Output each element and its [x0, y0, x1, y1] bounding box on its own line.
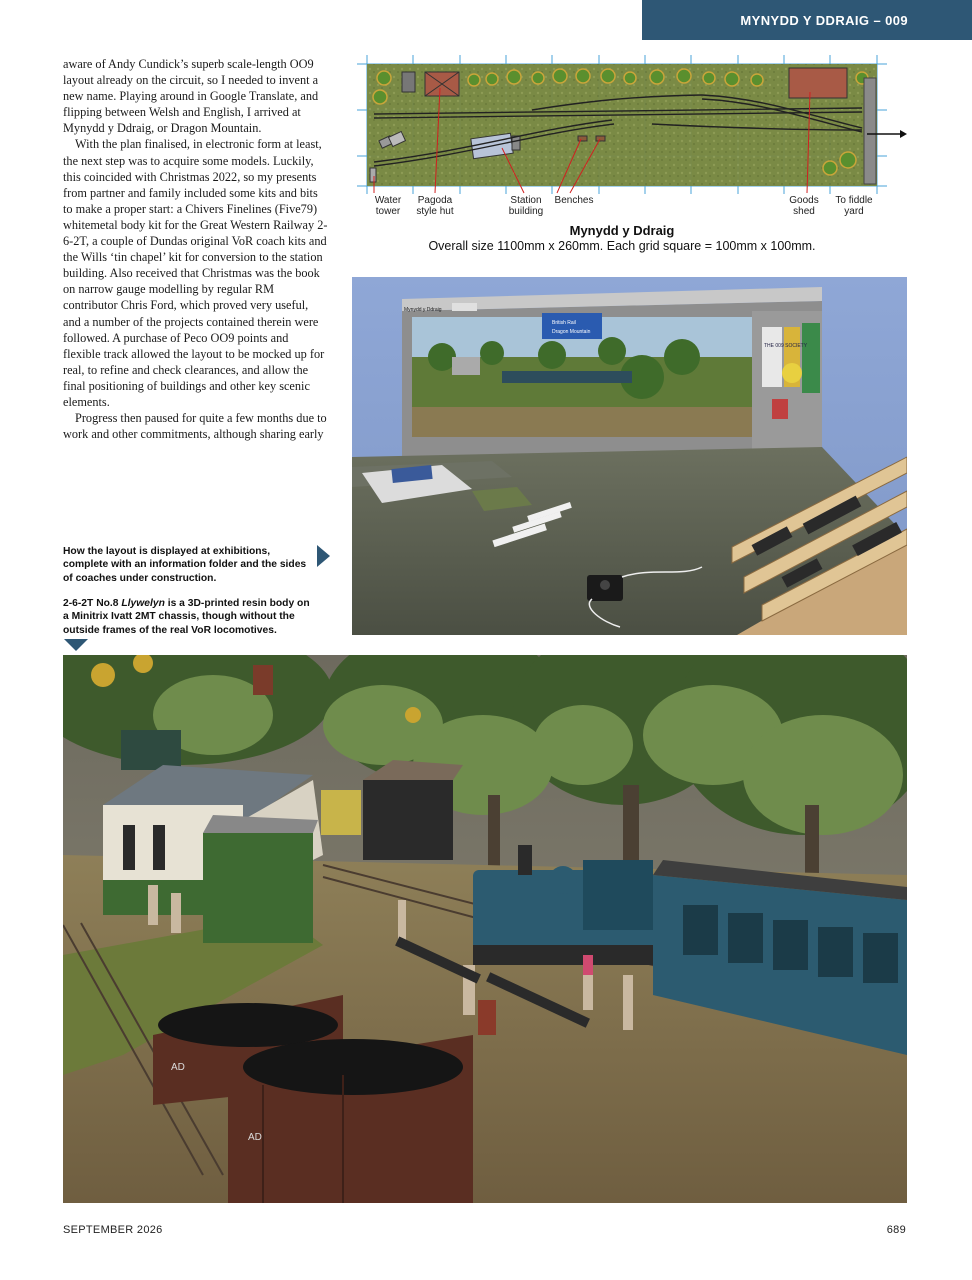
- label-water-tower: Water tower: [374, 195, 402, 217]
- society-sign: THE 009 SOCIETY: [764, 343, 808, 349]
- body-paragraph: With the plan finalised, in electronic form at least, the next step was to acquire some models. Luckily, this coincided with Christmas 2022, so my presents from partner and family included some kits and bits to make a proper start: a Chivers Finelines (Five79) whitemetal body kit for the Great Western Railway 2-6-2T, a couple of Dundas original VoR coach kits and the Wills ‘tin chapel’ kit for conversion to the station building. Also received that Christmas was the book on narrow gauge modelling by regular RM contributor Chris Ford, which proved very useful, and a number of the projects contained therein were followed. A purchase of Peco OO9 points and flexible track allowed the layout to be mocked up for real, to refine and check clearances, and allow the final positioning of buildings and other key scenic elements.: [63, 137, 328, 409]
- hut-marker: [402, 72, 415, 92]
- goods-shed-marker: [789, 68, 847, 98]
- caption-loco-prefix: 2-6-2T No.8: [63, 598, 122, 609]
- bench-marker: [596, 136, 605, 141]
- body-paragraph: aware of Andy Cundick’s superb scale-length OO9 layout already on the circuit, so I needed to invent a new name. Playing around in Google Translate, and flipping between Welsh and English, I arrived at Mynydd y Ddraig, or Dragon Mountain.: [63, 57, 319, 136]
- station-scene-photo: [63, 655, 907, 1203]
- label-fiddle-yard: To fiddle yard: [835, 195, 873, 217]
- wagon-2-lettering: AD: [248, 1132, 262, 1143]
- body-paragraph: Progress then paused for quite a few months due to work and other commitments, although sharing early: [63, 411, 327, 442]
- water-tower-marker: [370, 168, 376, 182]
- footer-issue-date: SEPTEMBER 2026: [63, 1224, 163, 1236]
- article-body-column: [63, 56, 329, 442]
- caption-pointer-down-icon: [64, 639, 88, 651]
- plan-subtitle: Overall size 1100mm x 260mm. Each grid square = 100mm x 100mm.: [428, 239, 816, 253]
- footer-page-number: 689: [886, 1224, 906, 1236]
- label-benches: Benches: [554, 195, 594, 206]
- track-plan-diagram: [352, 50, 912, 260]
- section-header-tab: [642, 0, 972, 40]
- bench-marker: [578, 136, 587, 141]
- fascia-name: Mynydd y Ddraig: [404, 307, 442, 313]
- caption-pointer-right-icon: [317, 545, 330, 567]
- label-goods-shed: Goods shed: [789, 195, 819, 217]
- exhibition-display-photo: [352, 277, 907, 635]
- caption-loco-suffix: is a 3D-printed resin body on a Minitrix Ivatt 2MT chassis, though without the outside frames of the real VoR locomotives.: [63, 598, 310, 636]
- caption-loco-name: Llywelyn: [121, 598, 165, 609]
- caption-loco-photo: [63, 597, 313, 637]
- caption-exhibition-photo: How the layout is displayed at exhibitions, complete with an information folder and the sides of coaches under construction.: [63, 546, 307, 584]
- board-line1: British Rail: [552, 320, 576, 326]
- label-station-building: Station building: [508, 195, 544, 217]
- section-title: MYNYDD Y DDRAIG – 009: [740, 12, 908, 28]
- wagon-1-lettering: AD: [171, 1062, 185, 1073]
- label-pagoda-hut: Pagoda style hut: [416, 195, 454, 217]
- board-line2: Dragon Mountain: [552, 329, 591, 335]
- plan-title: Mynydd y Ddraig: [569, 223, 675, 238]
